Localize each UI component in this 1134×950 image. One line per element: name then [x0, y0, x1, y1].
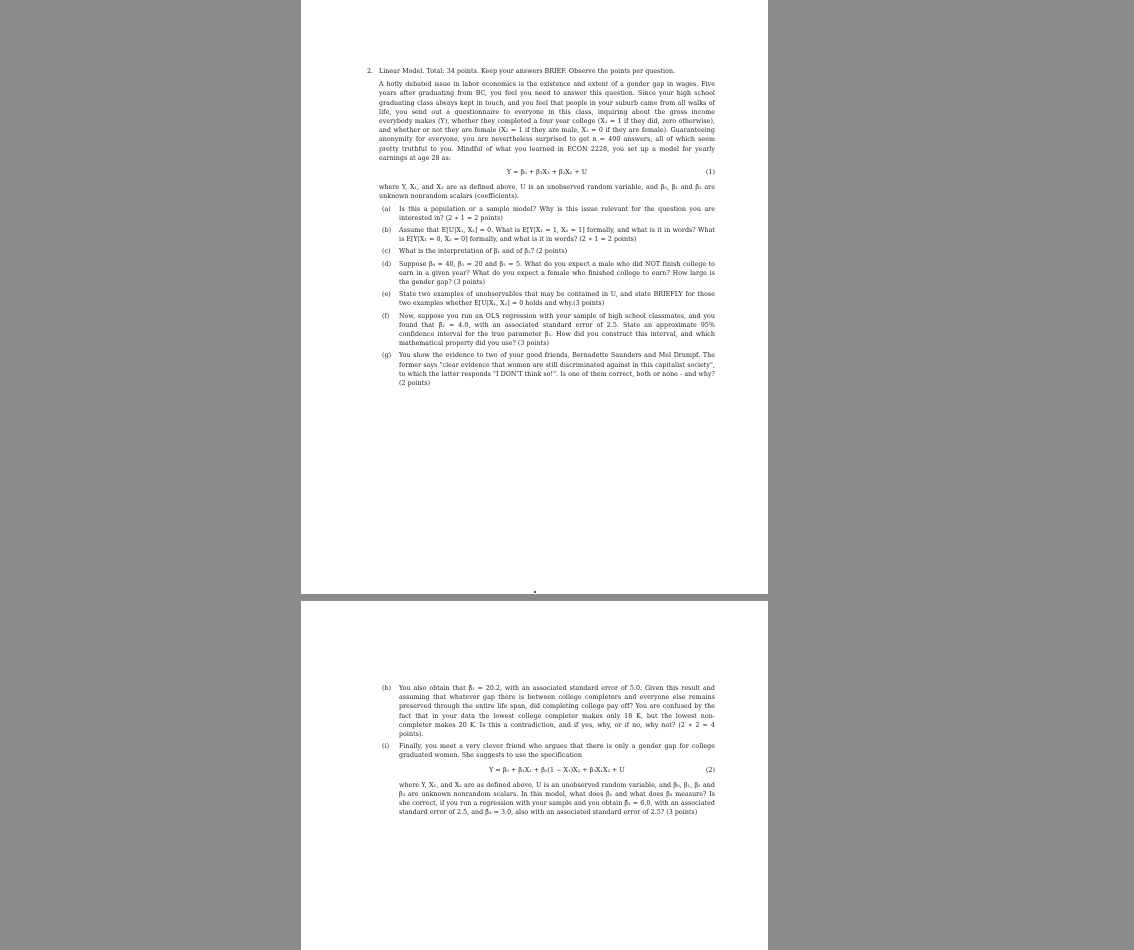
equation-1-formula: Y = β₀ + β₁X₁ + β₂X₂ + U	[506, 169, 588, 177]
equation-1-number: (1)	[705, 169, 715, 177]
part-d	[367, 260, 715, 288]
part-a	[367, 205, 715, 223]
document-page-1	[301, 0, 768, 594]
question-heading-text: Linear Model. Total: 34 points. Keep your answers BRIEF. Observe the points per question.	[379, 68, 676, 75]
part-c-text: What is the interpretation of β₁ and of β₂? (2 points)	[399, 248, 568, 256]
page-break-mark	[534, 591, 536, 593]
part-i-continued-text: where Y, X₁, and X₂ are as defined above, U is an unobserved random variable, and β₀, β₁, β₂ and β₃ are unknown nonrandom scalars. In this model, what does β₂ and what does β₃ measure? Is she correct, if you run a regression with your sample and you obtain β̂₂ = 6.0, with an associated standard error of 2.5, and β̂₃ = 3.0, also with an associated standard error of 2.5? (3 points)	[399, 781, 715, 817]
equation-2	[399, 766, 715, 775]
part-h-label: (h)	[382, 685, 392, 692]
part-i	[367, 742, 715, 760]
part-a-text: Is this a population or a sample model? Why is this issue relevant for the question you are interested in? (2 ∗ 1 = 2 points)	[399, 205, 715, 222]
question-number: 2.	[367, 68, 374, 75]
page-2-content	[367, 681, 715, 818]
equation-2-number: (2)	[705, 766, 715, 774]
part-e	[367, 290, 715, 308]
part-f-label: (f)	[382, 312, 390, 320]
part-c-label: (c)	[382, 248, 391, 256]
part-c	[367, 247, 715, 256]
part-i-label: (i)	[382, 743, 390, 751]
equation-1	[379, 168, 715, 177]
part-h-text: You also obtain that β̂₁ = 20.2, with an associated standard error of 5.0. Given this result and assuming that whatever gap there is between college completers and everyone else remains preserved through the entire life span, did completing college pay off? You are confused by the fact that in your data the lowest college completer makes only 18 K, but the lowest non-completer makes 20 K. Is this a contradiction, and if yes, why, or if no, why not? (2 ∗ 2 = 4 points).	[399, 685, 715, 739]
part-g-text: You show the evidence to two of your good friends, Bernadette Saunders and Mel Drumpf. The former says "clear evidence that women are still discriminated against in this capitalist society", to which the latter responds "I DON'T think so!". Is one of them correct, both or none - and why? (2 points)	[399, 352, 715, 388]
part-i-continued	[367, 781, 715, 818]
part-d-text: Suppose β₀ = 40, β₁ = 20 and β₂ = 5. What do you expect a male who did NOT finish college to earn in a given year? What do you expect a female who finished college to earn? How large is the gender gap? (3 points)	[399, 260, 715, 287]
part-f-text: Now, suppose you run an OLS regression with your sample of high school classmates, and you found that β̂₂ = 4.0, with an associated standard error of 2.5. State an approximate 95% confidence interval for the true parameter β₂. How did you construct this interval, and which mathematical property did you use? (3 points)	[399, 312, 715, 348]
part-a-label: (a)	[382, 205, 391, 213]
part-b	[367, 226, 715, 244]
question-intro: A hotly debated issue in labor economics is the existence and extent of a gender gap in wages. Five years after graduating from BC, you feel you need to answer this question. Since your high school graduating class always kept in touch, and you feel that people in your suburb came from all walks of life, you send out a questionnaire to everyone in this class, inquiring about the gross income everybody makes (Y), whether they completed a four year college (X₁ = 1 if they did, zero otherwise), and whether or not they are female (X₂ = 1 if they are male, X₂ = 0 if they are female). Guaranteeing anonymity for everyone, you are nevertheless surprised to get n = 400 answers, all of which seem pretty truthful to you. Mindful of what you learned in ECON 2228, you set up a model for yearly earnings at age 28 as:	[379, 81, 715, 162]
page-1-content	[367, 67, 715, 388]
document-page-2	[301, 601, 768, 950]
part-e-text: State two examples of unobservables that may be contained in U, and state BRIEFLY for those two examples whether E[U|X₁, X₂] = 0 holds and why.(3 points)	[399, 291, 715, 308]
part-g-label: (g)	[382, 352, 392, 360]
part-f	[367, 312, 715, 349]
equation-1-definition: where Y, X₁, and X₂ are as defined above, U is an unobserved random variable, and β₀, β₁ and β₂ are unknown nonrandom scalars (coefficients).	[379, 184, 715, 201]
part-h	[367, 684, 715, 739]
part-b-text: Assume that E[U|X₁, X₂] = 0. What is E[Y|X₁ = 1, X₂ = 1] formally, and what is it in words? What is E[Y|X₁ = 0, X₂ = 0] formally, and what is it in words? (2 ∗ 1 = 2 points)	[399, 227, 715, 244]
question-heading	[367, 67, 715, 76]
part-b-label: (b)	[382, 227, 392, 235]
part-d-label: (d)	[382, 260, 392, 268]
part-e-label: (e)	[382, 291, 391, 299]
equation-2-formula: Y = β₀ + β₁X₁ + β₂(1 − X₁)X₂ + β₃X₁X₂ + U	[489, 766, 625, 774]
part-g	[367, 351, 715, 388]
part-i-text: Finally, you meet a very clever friend who argues that there is only a gender gap for college graduated women. She suggests to use the specification	[399, 743, 715, 760]
